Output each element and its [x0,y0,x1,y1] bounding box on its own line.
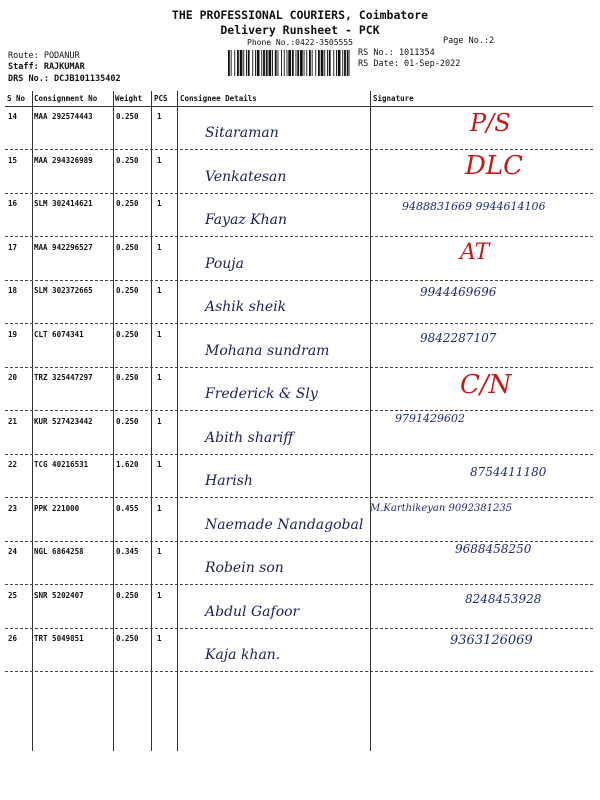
row-consignment-no: MAA 294326989 [34,155,93,165]
row-consignment-no: TRZ 325447297 [34,373,93,382]
barcode-bar [237,50,239,76]
row-consignee-handwritten: Abdul Gafoor [205,603,300,620]
barcode-bar [315,50,316,76]
row-pcs: 1 [157,634,162,643]
row-sno: 26 [8,634,18,643]
table-row [5,238,593,281]
row-pcs: 1 [157,199,162,208]
page-number: Page No.:2 [443,36,495,46]
barcode-bar [347,50,349,76]
barcode-bar [300,50,303,76]
barcode-bar [243,50,244,76]
row-signature: M.Karthikeyan 9092381235 [370,502,513,514]
row-sno: 19 [8,329,18,339]
staff-label: Staff: RAJKUMAR [8,62,85,72]
row-weight: 0.250 [116,199,139,208]
barcode-bar [228,50,230,76]
row-pcs: 1 [157,460,162,469]
row-consignment-no: MAA 292574443 [34,112,93,121]
row-weight: 0.250 [116,242,139,252]
phone-number: Phone No.:0422-3505555 [247,38,353,47]
route-label: Route: PODANUR [8,51,80,61]
sheet-title: Delivery Runsheet - PCK [220,23,380,37]
barcode-bar [263,50,265,76]
table-row [5,107,593,150]
barcode-bar [336,50,337,76]
row-weight: 0.250 [116,155,139,165]
row-consignee-handwritten: Venkatesan [205,168,287,185]
row-signature: 9791429602 [395,411,465,425]
row-weight: 1.620 [116,460,139,469]
barcode-bar [266,50,268,76]
row-signature: P/S [470,109,511,137]
row-sno: 17 [8,242,18,252]
row-weight: 0.250 [116,634,139,643]
barcode-bar [231,50,232,76]
barcode-bar [255,50,256,76]
row-consignment-no: TRT 5049851 [34,634,84,643]
row-weight: 0.250 [116,112,139,121]
barcode-bar [261,50,262,76]
barcode-bar [304,50,305,76]
barcode-bar [296,50,297,76]
row-pcs: 1 [157,416,162,426]
barcode-bar [281,50,282,76]
row-consignment-no: CLT 6074341 [34,329,84,339]
table-row [5,499,593,542]
row-consignee-handwritten: Robein son [205,560,284,576]
barcode-bar [272,50,273,76]
barcode-bar [275,50,277,76]
row-pcs: 1 [157,155,162,165]
col-header-sno: S No [7,94,26,103]
row-consignee-handwritten: Naemade Nandagobal [205,516,364,533]
company-name: THE PROFESSIONAL COURIERS, Coimbatore [171,8,429,22]
barcode-bar [342,50,343,76]
barcode-bar [309,50,311,76]
row-consignment-no: MAA 942296527 [34,242,93,252]
col-header-signature: Signature [373,94,414,103]
row-consignment-no: PPK 221000 [34,503,80,513]
runsheet-table [5,91,593,751]
row-consignee-handwritten: Kaja khan. [205,647,281,663]
row-sno: 15 [8,155,18,165]
row-pcs: 1 [157,242,162,252]
row-consignment-no: SLM 302414621 [34,199,93,208]
row-signature: 8248453928 [465,591,542,606]
row-consignee-handwritten: Mohana sundram [205,342,330,359]
barcode-bar [312,50,313,76]
barcode [228,50,350,76]
barcode-bar [288,50,291,76]
row-consignee-handwritten: Frederick & Sly [205,386,318,402]
barcode-bar [287,50,288,76]
row-weight: 0.345 [116,547,139,556]
row-divider [5,671,593,672]
col-header-weight: Weight [115,94,143,103]
row-consignment-no: SNR 5202407 [34,590,84,600]
barcode-bar [333,50,334,76]
barcode-bar [234,50,235,76]
barcode-bar [321,50,324,76]
row-weight: 0.250 [116,416,139,426]
row-pcs: 1 [157,112,162,121]
barcode-bar [269,50,272,76]
barcode-bar [252,50,253,76]
table-row [5,368,593,411]
barcode-bar [246,50,247,76]
barcode-bar [278,50,279,76]
table-row [5,412,593,455]
barcode-bar [324,50,325,76]
row-sno: 23 [8,503,18,513]
row-signature: AT [460,239,490,265]
row-signature: DLC [465,150,524,181]
row-consignee-handwritten: Abith shariff [205,429,294,446]
row-weight: 0.250 [116,373,139,382]
row-consignment-no: SLM 302372665 [34,286,93,295]
row-consignee-handwritten: Fayaz Khan [205,212,288,228]
row-signature: C/N [460,370,512,400]
row-sno: 25 [8,590,18,600]
row-consignee-handwritten: Pouja [205,255,244,272]
row-sno: 22 [8,460,18,469]
row-weight: 0.250 [116,286,139,295]
row-sno: 21 [8,416,18,426]
row-signature: 9688458250 [455,542,532,556]
rs-number: RS No.: 1011354 [358,48,435,58]
table-row [5,194,593,237]
row-sno: 24 [8,547,18,556]
table-row [5,629,593,672]
row-pcs: 1 [157,503,162,513]
row-pcs: 1 [157,547,162,556]
row-pcs: 1 [157,286,162,295]
row-pcs: 1 [157,590,162,600]
row-consignment-no: KUR 527423442 [34,416,93,426]
barcode-bar [292,50,294,76]
row-signature: 9944469696 [420,285,497,299]
barcode-bar [344,50,346,76]
barcode-bar [329,50,331,76]
table-row [5,281,593,324]
col-header-consignee: Consignee Details [180,94,257,103]
table-row [5,542,593,585]
barcode-bar [240,50,243,76]
row-pcs: 1 [157,329,162,339]
col-header-pcs: PCS [154,94,168,103]
rs-date: RS Date: 01-Sep-2022 [358,59,461,69]
table-row [5,455,593,498]
row-signature: 8754411180 [470,465,547,479]
barcode-bar [306,50,307,76]
row-consignment-no: NGL 6864258 [34,547,84,556]
row-consignee-handwritten: Sitaraman [205,125,279,141]
row-signature: 9842287107 [420,330,497,345]
row-sno: 16 [8,199,18,208]
row-consignment-no: TCG 40216531 [34,460,89,469]
barcode-bar [338,50,341,76]
row-signature: 9363126069 [450,633,533,648]
row-weight: 0.250 [116,329,139,339]
barcode-bar [248,50,250,76]
row-consignee-handwritten: Ashik sheik [205,299,287,315]
drs-number: DRS No.: DCJB101135402 [8,74,121,84]
barcode-bar [257,50,260,76]
barcode-bar [284,50,285,76]
table-row [5,586,593,629]
row-weight: 0.250 [116,590,139,600]
row-weight: 0.455 [116,503,139,513]
barcode-bar [318,50,320,76]
row-sno: 14 [8,112,18,121]
row-sno: 18 [8,286,18,295]
table-row [5,151,593,194]
row-sno: 20 [8,373,18,382]
row-consignee-handwritten: Harish [205,473,253,489]
barcode-bar [350,50,351,76]
row-pcs: 1 [157,373,162,382]
table-row [5,325,593,368]
barcode-bar [297,50,299,76]
col-header-consignment: Consignment No [34,94,98,103]
row-signature: 9488831669 9944614106 [402,200,546,213]
barcode-bar [327,50,328,76]
